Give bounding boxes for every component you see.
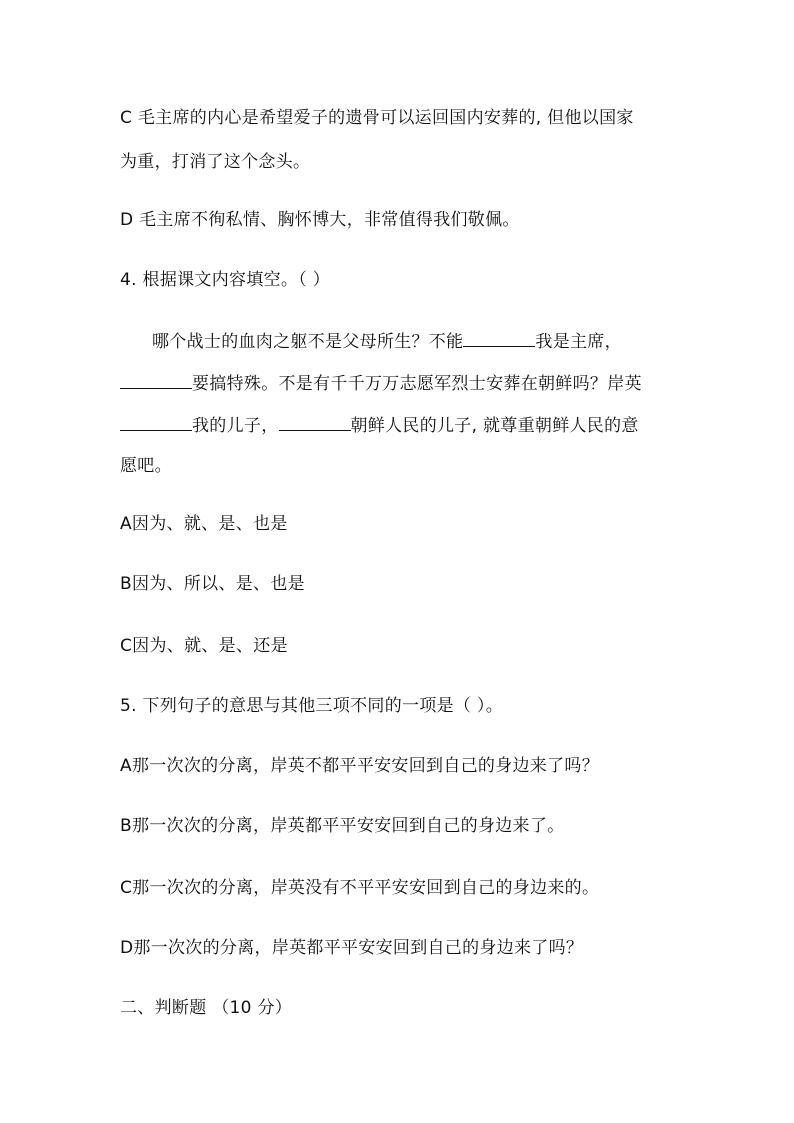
q3-option-d: D 毛主席不徇私情、胸怀博大，非常值得我们敬佩。	[120, 210, 520, 230]
q4-blank-3[interactable]	[120, 412, 192, 431]
q4-option-b: B因为、所以、是、也是	[120, 574, 305, 594]
q5-stem: 5. 下列句子的意思与其他三项不同的一项是（ ）。	[120, 696, 504, 716]
q4-stem: 4. 根据课文内容填空。（ ）	[120, 270, 331, 290]
q4-blank-1[interactable]	[463, 328, 535, 347]
q4-option-c: C因为、就、是、还是	[120, 636, 288, 656]
q4-passage-text: 要搞特殊。不是有千千万万志愿军烈士安葬在朝鲜吗？岸英	[192, 374, 642, 394]
q5-option-a: A那一次次的分离，岸英不都平平安安回到自己的身边来了吗？	[120, 756, 600, 776]
q4-passage-text: 我的儿子，	[192, 416, 279, 436]
q4-passage-text: 我是主席，	[535, 332, 622, 352]
q4-blank-4[interactable]	[279, 412, 351, 431]
q3-option-c-line1: C 毛主席的内心是希望爱子的遗骨可以运回国内安葬的, 但他以国家	[120, 108, 634, 128]
q4-passage-line3	[120, 412, 639, 438]
q4-blank-2[interactable]	[120, 370, 192, 389]
q4-passage-text: 哪个战士的血肉之躯不是父母所生？不能	[152, 332, 464, 352]
q5-option-c: C那一次次的分离，岸英没有不平平安安回到自己的身边来的。	[120, 878, 600, 898]
section-2-title: 二、判断题 （10 分）	[120, 998, 293, 1018]
q5-option-d: D那一次次的分离，岸英都平平安安回到自己的身边来了吗？	[120, 938, 584, 958]
q4-option-a: A因为、就、是、也是	[120, 514, 288, 534]
q4-passage-line1	[152, 328, 622, 354]
q4-passage-text: 朝鲜人民的儿子, 就尊重朝鲜人民的意	[350, 416, 639, 436]
q4-passage-line4: 愿吧。	[120, 456, 172, 476]
q3-option-c-line2: 为重，打消了这个念头。	[120, 152, 311, 172]
q4-passage-line2	[120, 370, 642, 396]
q5-option-b: B那一次次的分离，岸英都平平安安回到自己的身边来了。	[120, 816, 565, 836]
